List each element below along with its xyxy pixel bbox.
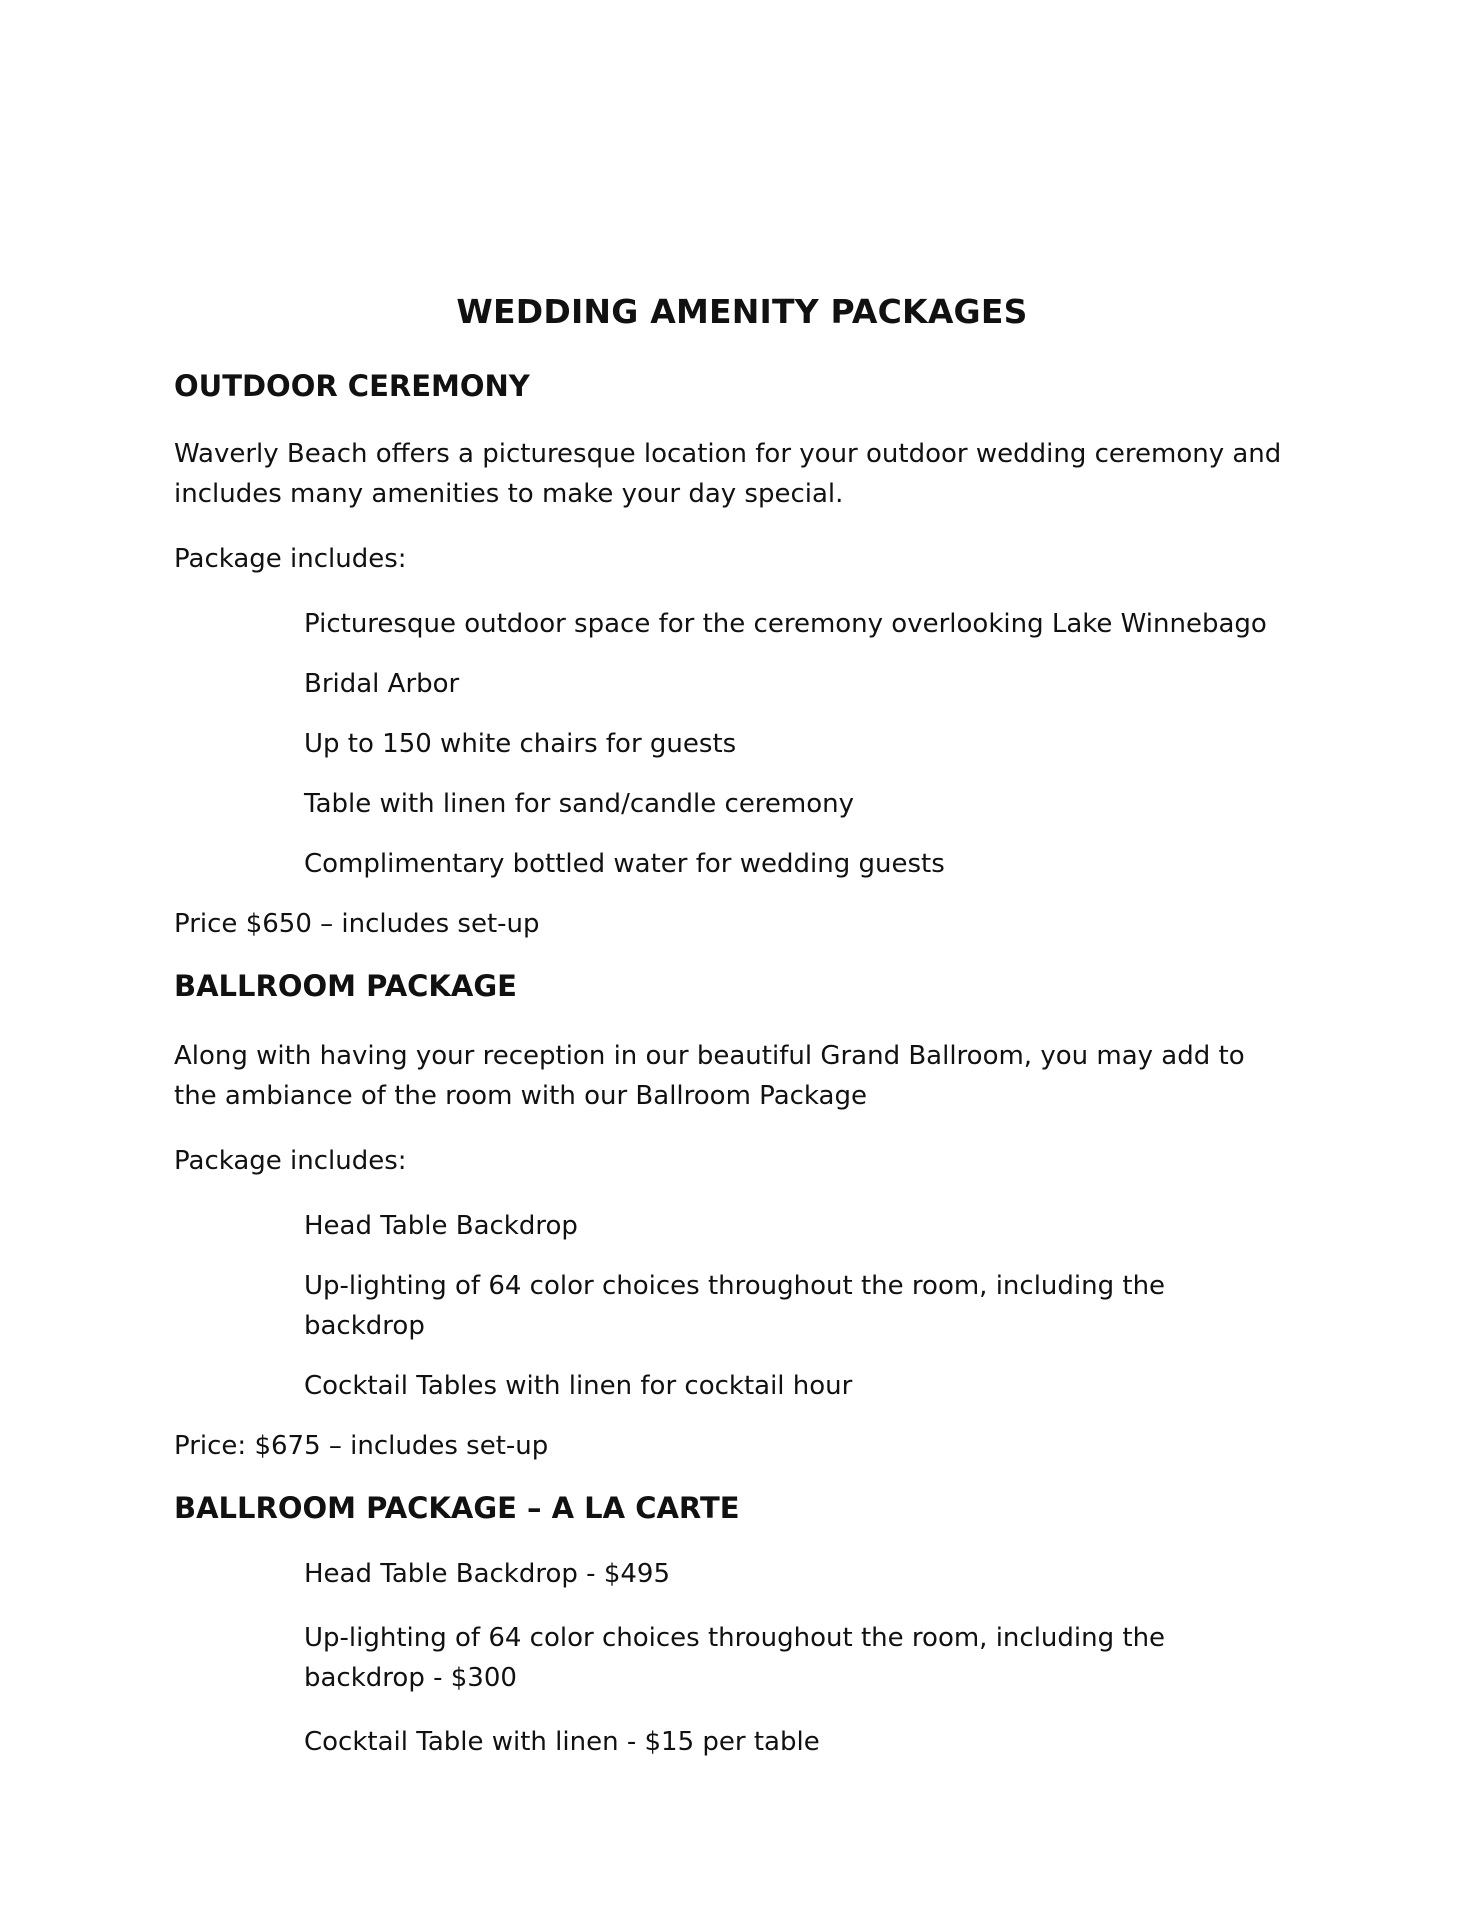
includes-label: Package includes: [174,1146,407,1176]
section-ballroom-a-la-carte [174,1488,1294,1762]
list-item: Cocktail Table with linen - $15 per table [304,1727,820,1757]
list-item: Up-lighting of 64 color choices throughout the room, including the backdrop [304,1271,1166,1341]
list-item: Bridal Arbor [304,669,460,699]
list-item: Table with linen for sand/candle ceremony [304,789,855,819]
list-item: Up-lighting of 64 color choices throughout the room, including the backdrop - $300 [304,1623,1166,1693]
package-items-list [174,604,1294,884]
section-outdoor-ceremony [174,366,1294,944]
list-item: Up to 150 white chairs for guests [304,729,737,759]
price-line: Price $650 – includes set-up [174,909,540,939]
list-item: Picturesque outdoor space for the ceremony overlooking Lake Winnebago [304,609,1267,639]
document-title: WEDDING AMENITY PACKAGES [456,292,1028,331]
includes-label: Package includes: [174,544,407,574]
list-item: Cocktail Tables with linen for cocktail hour [304,1371,853,1401]
price-line: Price: $675 – includes set-up [174,1431,549,1461]
section-ballroom-package [174,966,1294,1466]
section-heading: BALLROOM PACKAGE – A LA CARTE [174,1491,740,1525]
list-item: Head Table Backdrop [304,1211,578,1241]
section-intro: Along with having your reception in our beautiful Grand Ballroom, you may add to the ambiance of the room with our Ballroom Package [174,1041,1245,1111]
section-intro: Waverly Beach offers a picturesque location for your outdoor wedding ceremony and includes many amenities to make your day special. [174,439,1282,509]
list-item: Complimentary bottled water for wedding guests [304,849,945,879]
a-la-carte-items-list [174,1554,1294,1762]
section-heading: OUTDOOR CEREMONY [174,369,530,403]
document-body [174,366,1294,1786]
package-items-list [174,1206,1294,1406]
list-item: Head Table Backdrop - $495 [304,1559,670,1589]
section-heading: BALLROOM PACKAGE [174,969,517,1003]
